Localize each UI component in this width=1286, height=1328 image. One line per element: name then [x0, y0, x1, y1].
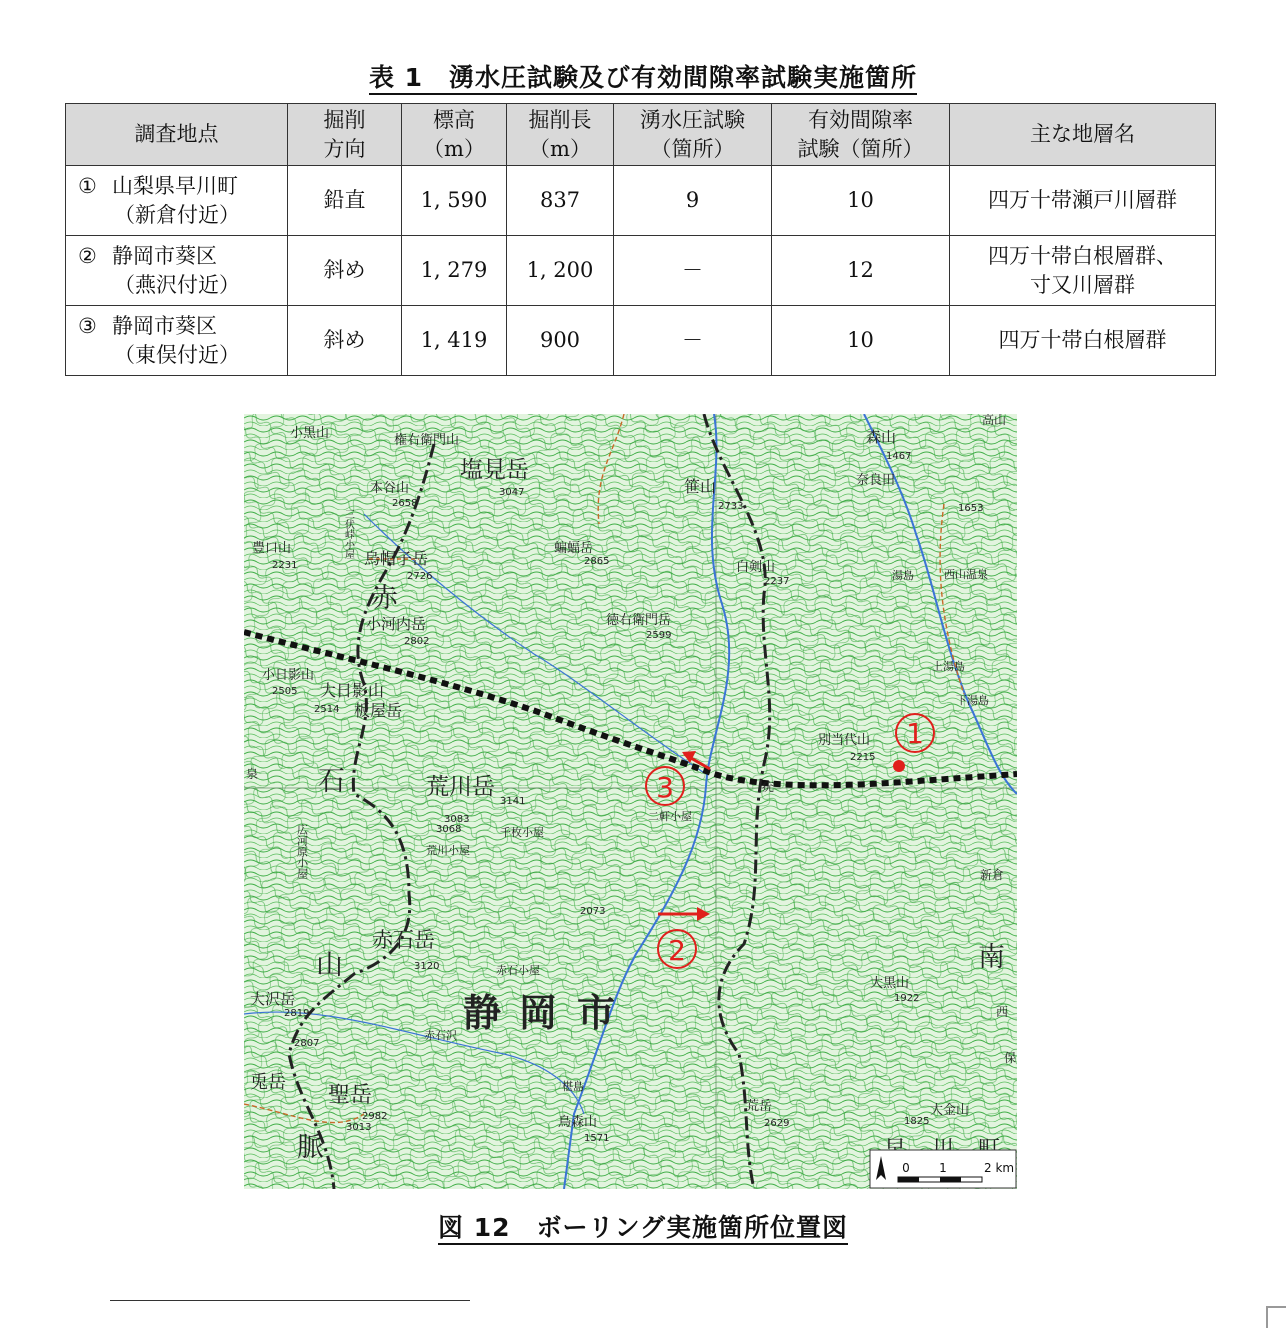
elevation-label: 1467	[886, 451, 912, 462]
header-porosity-test: 有効間隙率 試験（箇所）	[772, 104, 950, 166]
elevation-label: 1653	[958, 503, 984, 514]
elevation-label: 2733	[718, 501, 744, 512]
peak-label: 鳥森山	[558, 1115, 598, 1130]
cell-elevation: 1, 590	[402, 166, 507, 236]
page-corner-mark	[1266, 1306, 1286, 1328]
site-1-point	[893, 760, 905, 772]
table-row	[66, 306, 1216, 376]
peak-label: 小日影山	[262, 668, 315, 683]
header-site: 調査地点	[66, 104, 288, 166]
region-label: 南	[978, 942, 1005, 973]
header-elevation: 標高 （m）	[402, 104, 507, 166]
place-label: 泉	[246, 767, 259, 781]
range-label-char: 山	[316, 950, 343, 981]
peak-label: 小黒山	[290, 426, 330, 441]
hut-label: 千枚小屋	[500, 826, 544, 839]
elevation-label: 3083	[444, 814, 470, 825]
elevation-label: 2629	[764, 1118, 790, 1129]
peak-label: 蝙蝠岳	[554, 541, 594, 556]
elevation-label: 2237	[764, 576, 790, 587]
hut-label: 荒川小屋	[426, 844, 470, 857]
peak-label: 大日影山	[320, 681, 385, 700]
elevation-label: 2819	[284, 1008, 310, 1019]
place-label: 保	[1004, 1051, 1017, 1065]
elevation-label: 2982	[362, 1111, 388, 1122]
cell-site: ③ 静岡市葵区 （東俣付近）	[66, 306, 288, 376]
place-label: 新倉	[980, 868, 1005, 882]
elevation-label: 2215	[850, 752, 876, 763]
site-1-marker: 1	[906, 717, 924, 750]
cell-elevation: 1, 279	[402, 236, 507, 306]
cell-site: ① 山梨県早川町 （新倉付近）	[66, 166, 288, 236]
peak-label: 板屋岳	[354, 701, 403, 720]
header-length: 掘削長 （m）	[507, 104, 614, 166]
elevation-label: 2231	[272, 560, 298, 571]
cell-site: ② 静岡市葵区 （燕沢付近）	[66, 236, 288, 306]
peak-label: 大金山	[930, 1103, 970, 1118]
elevation-label: 2514	[314, 704, 340, 715]
elevation-label: 3013	[346, 1122, 372, 1133]
topographic-map[interactable]	[244, 414, 1017, 1189]
header-pressure-test: 湧水圧試験 （箇所）	[614, 104, 772, 166]
scale-bar	[870, 1150, 1016, 1188]
peak-label: 豊口山	[252, 541, 292, 556]
place-label: 疣	[762, 780, 775, 794]
elevation-label: 3141	[500, 796, 526, 807]
peak-label: 権右衛門山	[394, 433, 460, 448]
elevation-label: 3068	[436, 824, 462, 835]
cell-strata: 四万十帯白根層群	[950, 306, 1216, 376]
cell-strata: 四万十帯瀬戸川層群	[950, 166, 1216, 236]
scale-tick: 1	[939, 1161, 947, 1175]
peak-label: 白剣山	[736, 560, 776, 575]
scale-tick: 2 km	[984, 1161, 1015, 1175]
cell-length: 1, 200	[507, 236, 614, 306]
figure-title: 図 12 ボーリング実施箇所位置図	[0, 1208, 1286, 1244]
hut-label: 広河原小屋	[295, 824, 309, 879]
range-label-char: 石	[318, 766, 345, 797]
cell-elevation: 1, 419	[402, 306, 507, 376]
elevation-label: 1571	[584, 1133, 610, 1144]
peak-label: 本谷山	[370, 481, 410, 496]
place-label: 上湯島	[932, 660, 965, 673]
table-title: 表 1 湧水圧試験及び有効間隙率試験実施箇所	[0, 58, 1286, 94]
peak-label: 小河内岳	[366, 615, 427, 633]
peak-label: 高山	[982, 414, 1007, 427]
cell-strata: 四万十帯白根層群、 寸又川層群	[950, 236, 1216, 306]
place-label: 下湯島	[956, 694, 989, 707]
hut-label: 赤石小屋	[496, 964, 540, 977]
place-label: 奈良田	[856, 473, 896, 488]
elevation-label: 2865	[584, 556, 610, 567]
cell-porosity: 10	[772, 306, 950, 376]
elevation-label: 2802	[404, 636, 430, 647]
place-label: 椹島	[562, 1080, 584, 1093]
survey-table	[65, 103, 1216, 376]
elevation-label: 2073	[580, 906, 606, 917]
cell-direction: 鉛直	[288, 166, 402, 236]
peak-label: 荒岳	[746, 1099, 773, 1114]
peak-label: 森山	[866, 428, 897, 446]
range-label-char: 赤	[371, 583, 398, 614]
elevation-label: 2599	[646, 630, 672, 641]
elevation-label: 1922	[894, 993, 920, 1004]
table-row	[66, 236, 1216, 306]
city-label-char: 岡	[519, 991, 558, 1035]
peak-label: 兎岳	[250, 1072, 286, 1093]
elevation-label: 2658	[392, 498, 418, 509]
cell-pressure: －	[614, 306, 772, 376]
peak-label: 聖岳	[328, 1083, 373, 1108]
elevation-label: 1825	[904, 1116, 930, 1127]
site-2-marker: 2	[668, 934, 686, 967]
footnote-divider	[110, 1300, 470, 1301]
cell-length: 900	[507, 306, 614, 376]
elevation-label: 2807	[294, 1038, 320, 1049]
elevation-label: 2505	[272, 686, 298, 697]
peak-label: 荒川岳	[426, 774, 495, 800]
peak-label: 笹山	[684, 477, 717, 496]
city-label-char: 静	[463, 991, 502, 1035]
peak-label: 大沢岳	[250, 990, 296, 1008]
table-header-row	[66, 104, 1216, 166]
place-label: 赤石沢	[424, 1029, 457, 1042]
hut-label: 三伏峠小屋	[342, 509, 354, 559]
hut-label: 二軒小屋	[648, 810, 692, 823]
header-strata: 主な地層名	[950, 104, 1216, 166]
cell-porosity: 10	[772, 166, 950, 236]
peak-label: 赤石岳	[372, 928, 435, 952]
peak-label: 烏帽子岳	[364, 549, 429, 568]
peak-label: 徳右衛門岳	[606, 613, 672, 628]
peak-label: 塩見岳	[460, 457, 529, 483]
site-3-marker: 3	[656, 771, 674, 804]
place-label: 西	[996, 1005, 1009, 1019]
elevation-label: 3120	[414, 961, 440, 972]
peak-label: 別当代山	[818, 733, 871, 748]
peak-label: 大黒山	[870, 976, 910, 991]
cell-length: 837	[507, 166, 614, 236]
city-label-char: 市	[577, 991, 616, 1035]
elevation-label: 3047	[499, 487, 525, 498]
place-label: 西山温泉	[944, 568, 988, 581]
scale-tick: 0	[902, 1161, 910, 1175]
cell-direction: 斜め	[288, 236, 402, 306]
cell-direction: 斜め	[288, 306, 402, 376]
elevation-label: 2726	[407, 571, 433, 582]
table-row	[66, 166, 1216, 236]
range-label-char: 脈	[297, 1132, 324, 1163]
cell-porosity: 12	[772, 236, 950, 306]
cell-pressure: 9	[614, 166, 772, 236]
place-label: 湯島	[892, 569, 914, 582]
cell-pressure: －	[614, 236, 772, 306]
header-direction: 掘削 方向	[288, 104, 402, 166]
